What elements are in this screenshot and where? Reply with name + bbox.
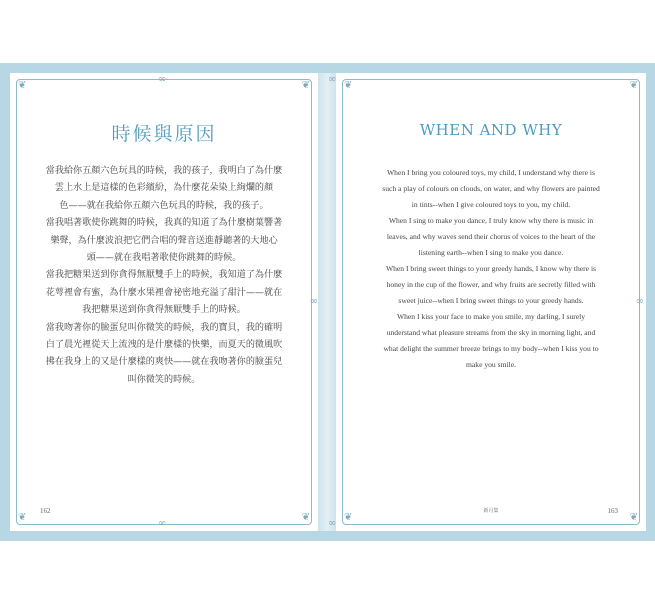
corner-ornament-icon: ❦ [629,80,638,91]
chapter-title: 時候與原因 [111,123,217,145]
chapter-title: WHEN AND WHY [419,121,563,139]
poem-line: 頭——就在我唱著歌使你跳舞的時候。 [86,253,242,264]
poem-line: 當我唱著歌使你跳舞的時候，我真的知道了為什麼樹葉響著 [45,218,283,229]
poem-line: When I bring you coloured toys, my child, I understand why there is [387,168,595,177]
right-page [328,73,646,531]
top-ornament-icon: ∞ [328,74,337,85]
corner-ornament-icon: ❦ [344,512,353,523]
poem-line: When I sing to make you dance, I truly know why there is music in [388,216,594,225]
corner-ornament-icon: ❦ [301,512,310,523]
poem-line: When I kiss your face to make you smile, my darling, I surely [396,312,586,321]
poem-line: 當我吻著你的臉蛋兒叫你微笑的時候，我的寶貝，我的確明 [45,322,283,333]
poem-line: 花萼裡會有蜜，為什麼水果裡會祕密地充溢了甜汁——就在 [45,287,283,298]
poem-line: 雲上水上是這樣的色彩繽紛，為什麼花朵染上絢爛的顏 [54,183,274,194]
side-ornament-icon: ∞ [635,296,644,307]
corner-ornament-icon: ❦ [301,80,310,91]
poem-line: When I bring sweet things to your greedy hands, I know why there is [385,264,597,273]
poem-line: 色——就在我給你五顏六色玩具的時候，我的孩子。 [59,200,269,211]
english-poem-text [344,165,638,373]
side-ornament-icon: ∞ [309,296,318,307]
poem-line: make you smile. [466,360,516,369]
left-page [10,73,318,531]
page-number: 162 [40,507,51,515]
bottom-ornament-icon: ∞ [328,518,337,529]
chinese-poem-text [28,163,300,389]
poem-line: 我把糖果送到你貪得無厭雙手上的時候。 [82,305,246,316]
corner-ornament-icon: ❦ [18,512,27,523]
corner-ornament-icon: ❦ [629,512,638,523]
running-head: 新月集 [483,508,499,514]
poem-line: in tints--when I give coloured toys to you, my child. [411,200,571,209]
top-ornament-icon: ∞ [158,74,167,85]
poem-line: understand what pleasure streams from the sky in morning light, and [386,328,596,337]
poem-line: 白了晨光裡從天上流洩的是什麼樣的快樂，而夏天的微風吹 [45,340,283,351]
poem-line: listening earth--when I sing to make you dance. [418,248,564,257]
poem-line: 當我給你五顏六色玩具的時候，我的孩子，我明白了為什麼 [45,166,283,176]
book-spread [0,63,655,541]
poem-line: what delight the summer breeze brings to my body--when I kiss you to [383,344,599,353]
poem-line: 拂在我身上的又是什麼樣的爽快——就在我吻著你的臉蛋兒 [45,357,283,368]
poem-line: 樂聲，為什麼波浪把它們合唱的聲音送進靜聽著的大地心 [50,235,278,246]
poem-line: honey in the cup of the flower, and why fruits are secretly filled with [386,280,596,289]
poem-line: such a play of colours on clouds, on water, and why flowers are painted [382,184,600,193]
poem-line: sweet juice--when I bring sweet things to your greedy hands. [398,296,584,305]
corner-ornament-icon: ❦ [18,80,27,91]
book-gutter [318,73,336,531]
corner-ornament-icon: ❦ [344,80,353,91]
page-number: 163 [607,507,618,515]
bottom-ornament-icon: ∞ [158,518,167,529]
poem-line: leaves, and why waves send their chorus of voices to the heart of the [386,232,596,241]
poem-line: 當我把糖果送到你貪得無厭雙手上的時候，我知道了為什麼 [45,270,283,281]
poem-line: 叫你微笑的時候。 [127,374,201,385]
